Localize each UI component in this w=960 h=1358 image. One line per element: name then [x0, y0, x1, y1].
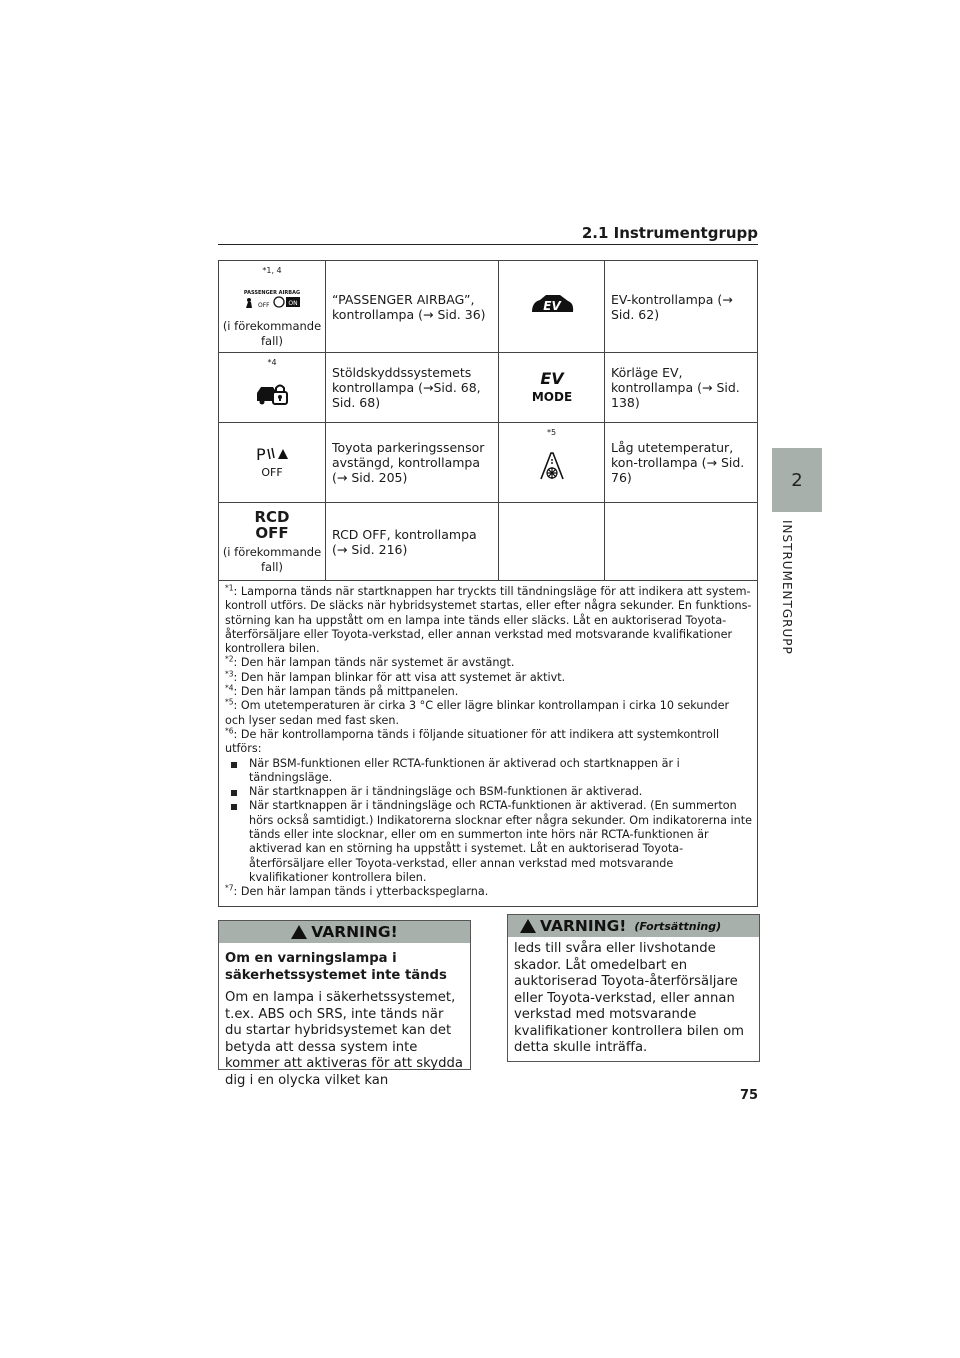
icon-cell [499, 353, 605, 423]
table-row [219, 353, 758, 423]
list-item: När startknappen är i tändningsläge och RCTA-funktionen är aktiverad. (En summerton hörs också samtidigt.) Indikatorerna slocknar efter några sekunder. Om indikatorerna inte tänds eller inte slocknar, eller om en summerton inte hörs när RCTA-funktionen är aktiverad kan en störning ha uppstått i systemet. Låt en auktoriserad Toyota-återförsäljare eller Toyota-verkstad, eller annan verkstad med motsvarande kvalifikationer kontrollera bilen. [225, 799, 752, 885]
table-row [219, 423, 758, 503]
section-title: 2.1 Instrumentgrupp [581, 224, 758, 242]
svg-text:OFF: OFF [261, 466, 283, 479]
warning-text: Om en lampa i säkerhetssystemet, t.ex. ABS och SRS, inte tänds när du startar hybridsystemet kan det betyda att dessa system inte kommer att aktiveras för att skydda dig i en olycka vilket kan [225, 990, 463, 1088]
list-item: När BSM-funktionen eller RCTA-funktionen är aktiverad och startknappen är i tändningsläge. [225, 757, 752, 786]
footnote: $^{*3}$: Den här lampan blinkar för att visa att systemet är aktivt. [225, 669, 566, 684]
page-number: 75 [740, 1088, 759, 1103]
indicator-description: Körläge EV, kontrollampa (→ Sid. 138) [605, 353, 758, 423]
indicator-description: Toyota parkeringssensor avstängd, kontrollampa (→ Sid. 205) [326, 423, 499, 503]
svg-text:P: P [256, 445, 266, 464]
indicator-description: “PASSENGER AIRBAG”, kontrollampa (→ Sid. 36) [326, 261, 499, 353]
chapter-label: INSTRUMENTGRUPP [780, 520, 794, 655]
footnotes [219, 581, 758, 907]
footnote: $^{*4}$: Den här lampan tänds på mittpanelen. [225, 683, 459, 699]
footnote: $^{*5}$: Om utetemperaturen är cirka 3 °C eller lägre blinkar kontrollampan i cirka 10 sekunder och lyser sedan med fast sken. [225, 697, 730, 727]
ev-icon [499, 292, 604, 321]
continued-label: (Fortsättning) [634, 919, 722, 933]
svg-text:PASSENGER AIRBAG: PASSENGER AIRBAG [243, 290, 301, 296]
empty-cell [605, 503, 758, 581]
table-row [219, 503, 758, 581]
empty-cell [499, 503, 605, 581]
svg-text:MODE: MODE [531, 390, 572, 404]
warning-title: Om en varningslampa i säkerhetssystemet inte tänds [225, 951, 447, 983]
icon-cell [219, 423, 326, 503]
availability-note: (i förekommande fall) [222, 544, 322, 574]
footnote: $^{*7}$: Den här lampan tänds i ytterbackspeglarna. [225, 883, 489, 899]
chapter-number: 2 [791, 469, 803, 491]
chapter-tab [772, 448, 822, 512]
table-row [219, 261, 758, 353]
indicator-description: Stöldskyddssystemets kontrollampa (→Sid. 68, Sid. 68) [326, 353, 499, 423]
rcd-off-icon: RCD OFF [254, 507, 290, 542]
icon-cell [219, 353, 326, 423]
warning-box [218, 920, 471, 1088]
list-item: När startknappen är i tändningsläge och BSM-funktionen är aktiverad. [225, 785, 752, 799]
icon-cell [219, 261, 326, 353]
low-temperature-icon [499, 449, 604, 486]
footnotes-row [219, 581, 758, 907]
svg-text:EV: EV [542, 299, 561, 313]
warning-icon [520, 919, 536, 933]
warning-text: leds till svåra eller livshotande skador. Låt omedelbart en auktoriserad Toyota-återförsäljare eller Toyota-verkstad, eller annan verkstad med motsvarande kvalifikationer kontrollera bilen om detta skulle inträffa. [514, 941, 745, 1055]
svg-text:ON: ON [288, 300, 298, 307]
footnote-marker: *1, 4 [262, 266, 282, 275]
indicator-table [218, 260, 758, 907]
parking-sensor-off-icon [219, 443, 325, 482]
passenger-airbag-icon [219, 288, 325, 313]
availability-note: (i förekommande fall) [222, 319, 322, 348]
indicator-description: Låg utetemperatur, kon-trollampa (→ Sid. 76) [605, 423, 758, 503]
footnote-marker: *5 [546, 428, 557, 437]
warning-header: VARNING! [219, 921, 470, 943]
page-header [218, 222, 758, 245]
indicator-description: EV-kontrollampa (→ Sid. 62) [605, 261, 758, 353]
warning-box-continued [507, 914, 760, 1062]
icon-cell [219, 503, 326, 581]
warning-icon [291, 925, 307, 939]
indicator-description: RCD OFF, kontrollampa (→ Sid. 216) [326, 503, 499, 581]
icon-cell [499, 423, 605, 503]
ev-mode-icon [499, 368, 604, 407]
footnote: $^{*2}$: Den här lampan tänds när systemet är avstängt. [225, 654, 515, 670]
footnote: $^{*1}$: Lamporna tänds när startknappen har tryckts till tändningsläge för att indikera att system-kontroll utförs. De släcks när hybridsystemet startas, eller efter några sekunder. En funktions-störning kan ha uppstått om en lampa inte tänds eller släcks. Låt en auktoriserad Toyota-återförsäljare eller Toyota-verkstad, eller annan verkstad med motsvarande kvalifikationer kontrollera bilen. [225, 583, 752, 656]
car-lock-icon [219, 379, 325, 410]
svg-text:OFF: OFF [258, 302, 270, 309]
footnote-marker: *4 [267, 358, 277, 367]
svg-text:EV: EV [539, 369, 564, 388]
footnote: $^{*6}$: De här kontrollamporna tänds i följande situationer för att indikera att systemkontroll utförs: [225, 726, 720, 756]
icon-cell [499, 261, 605, 353]
warning-header: VARNING! (Fortsättning) [508, 915, 759, 937]
warning-body [219, 943, 470, 1097]
